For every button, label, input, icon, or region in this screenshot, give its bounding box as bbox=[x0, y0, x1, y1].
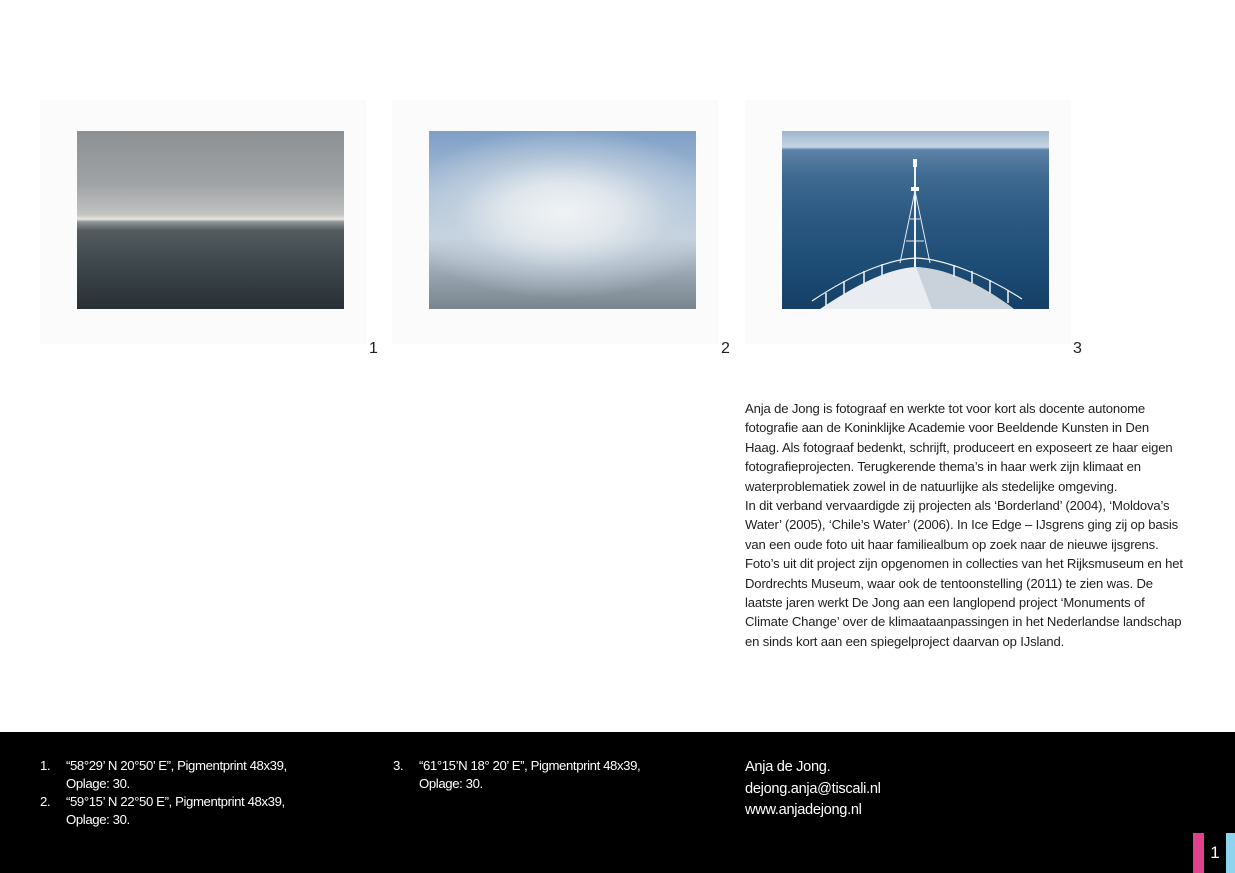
caption-title: “59°15’ N 22°50 E”, Pigmentprint 48x39, bbox=[66, 794, 285, 809]
page-number: 1 bbox=[1210, 843, 1220, 862]
photo-sea-horizon-grey bbox=[77, 131, 344, 309]
caption-2 bbox=[40, 793, 340, 828]
caption-edition: Oplage: 30. bbox=[66, 811, 130, 827]
image-number-1: 1 bbox=[369, 340, 378, 357]
image-number-3: 3 bbox=[1073, 340, 1082, 357]
caption-edition: Oplage: 30. bbox=[419, 775, 483, 791]
page-tab-pink bbox=[1193, 833, 1204, 873]
ship-bow-illustration bbox=[782, 131, 1049, 309]
caption-number: 3. bbox=[393, 758, 404, 773]
caption-number: 1. bbox=[40, 758, 51, 773]
caption-title: “61°15’N 18° 20’ E”, Pigmentprint 48x39, bbox=[419, 758, 641, 773]
caption-number: 2. bbox=[40, 794, 51, 809]
bio-paragraph-1: Anja de Jong is fotograaf en werkte tot voor kort als docente autonome fotografie aan de Koninklijke Academie voor Beeldende Kunsten in Den Haag. Als fotograaf bedenkt, schrijft, produceert en exposeert ze haar eigen fotografieprojecten. Terugkerende thema’s in haar werk zijn klimaat en waterproblematiek zowel in de natuurlijke als stedelijke omgeving. bbox=[745, 401, 1173, 494]
bio-paragraph-2: In dit verband vervaardigde zij projecten als ‘Borderland’ (2004), ‘Moldova’s Water’ (2005), ‘Chile’s Water’ (2006). In Ice Edge – IJsgrens ging zij op basis van een oude foto uit haar familiealbum op zoek naar de nieuwe ijsgrens. Foto’s uit dit project zijn opgenomen in collecties van het Rijksmuseum en het Dordrechts Museum, waar ook de tentoonstelling (2011) te zien was. De laatste jaren werkt De Jong aan een langlopend project ‘Monuments of Climate Change’ over de klimaataanpassingen in het Nederlandse landschap en sinds kort aan een spiegelproject daarvan op IJsland. bbox=[745, 498, 1183, 649]
image-number-2: 2 bbox=[721, 340, 730, 357]
caption-3 bbox=[393, 757, 693, 792]
caption-title: “58°29’ N 20°50’ E”, Pigmentprint 48x39, bbox=[66, 758, 287, 773]
website-link[interactable]: www.anjadejong.nl bbox=[745, 802, 862, 818]
page-tab-blue bbox=[1226, 833, 1235, 873]
caption-edition: Oplage: 30. bbox=[66, 775, 130, 791]
artist-name: Anja de Jong. bbox=[745, 759, 831, 775]
caption-1 bbox=[40, 757, 340, 792]
email-link[interactable]: dejong.anja@tiscali.nl bbox=[745, 780, 881, 797]
photo-ship-bow bbox=[782, 131, 1049, 309]
artist-biography bbox=[745, 399, 1185, 651]
contact-block bbox=[745, 757, 881, 822]
photo-sea-mist bbox=[429, 131, 696, 309]
footer bbox=[0, 732, 1235, 873]
